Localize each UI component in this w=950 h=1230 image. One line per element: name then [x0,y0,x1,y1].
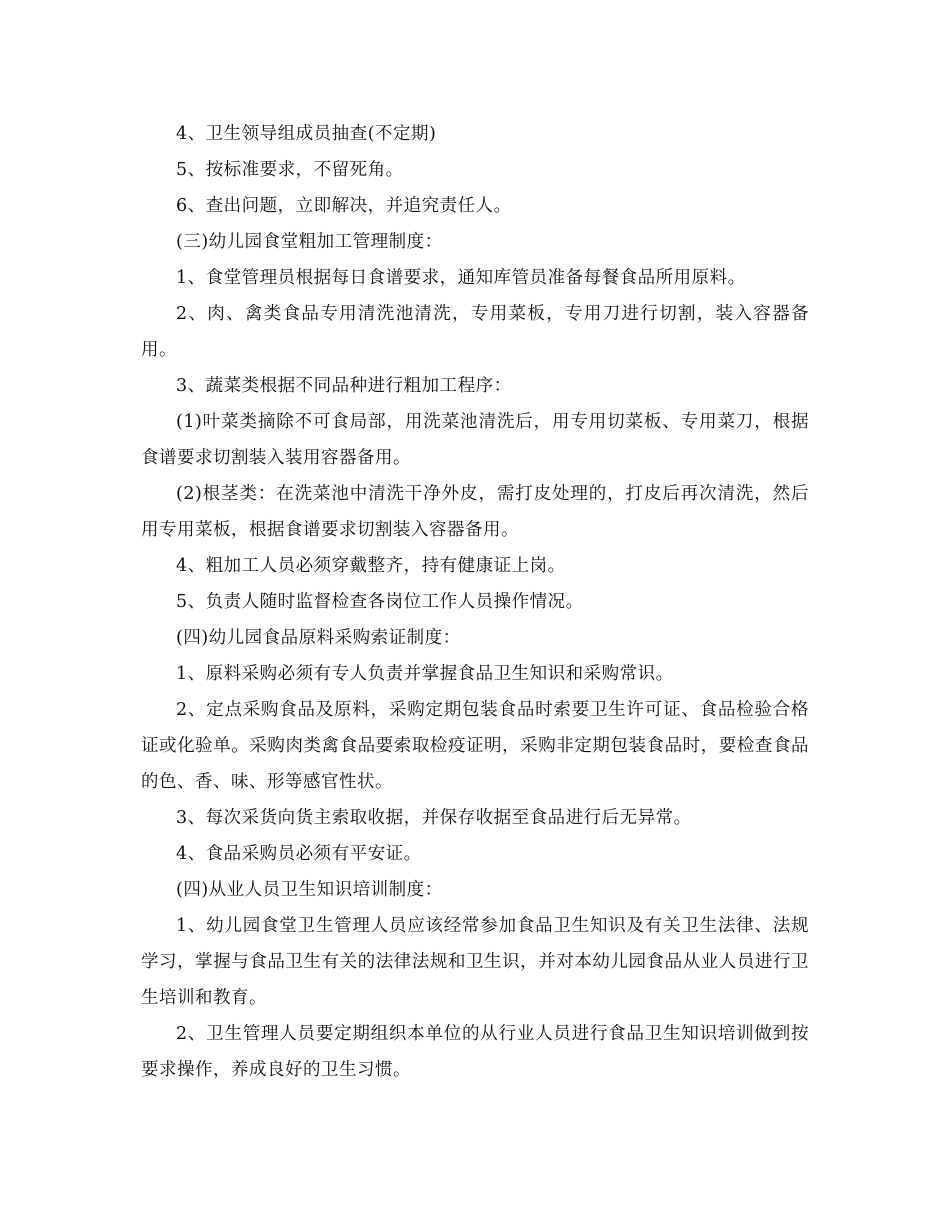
paragraph-10: 4、粗加工人员必须穿戴整齐，持有健康证上岗。 [176,556,566,576]
paragraph-11: 5、负责人随时监督检查各岗位工作人员操作情况。 [176,592,584,612]
paragraph-18: 1、幼儿园食堂卫生管理人员应该经常参加食品卫生知识及有关卫生法律、法规学习，掌握与食品卫生有关的法律法规和卫生识，并对本幼儿园食品从业人员进行卫生培训和教育。 [141,916,809,1008]
paragraph-15: 3、每次采货向货主索取收据，并保存收据至食品进行后无异常。 [176,808,692,828]
paragraph-8: (1)叶菜类摘除不可食局部，用洗菜池清洗后，用专用切菜板、专用菜刀，根据食谱要求切割装入装用容器备用。 [141,412,809,468]
paragraph-19: 2、卫生管理人员要定期组织本单位的从行业人员进行食品卫生知识培训做到按要求操作，养成良好的卫生习惯。 [141,1024,809,1080]
paragraph-13: 1、原料采购必须有专人负责并掌握食品卫生知识和采购常识。 [176,664,674,684]
section-heading-4: (四)幼儿园食品原料采购索证制度： [176,628,461,648]
paragraph-14: 2、定点采购食品及原料，采购定期包装食品时索要卫生许可证、食品检验合格证或化验单。采购肉类禽食品要索取检疫证明，采购非定期包装食品时，要检查食品的色、香、味、形等感官性状。 [141,700,809,792]
section-heading-4b: (四)从业人员卫生知识培训制度： [176,880,443,900]
document-body [141,116,809,1088]
paragraph-2: 5、按标准要求，不留死角。 [176,160,404,180]
paragraph-1: 4、卫生领导组成员抽查(不定期) [176,124,437,144]
paragraph-3: 6、查出问题，立即解决，并追究责任人。 [176,196,512,216]
paragraph-16: 4、食品采购员必须有平安证。 [176,844,422,864]
paragraph-6: 2、肉、禽类食品专用清洗池清洗，专用菜板，专用刀进行切割，装入容器备用。 [141,304,809,360]
paragraph-7: 3、蔬菜类根据不同品种进行粗加工程序： [176,376,512,396]
paragraph-5: 1、食堂管理员根据每日食谱要求，通知库管员准备每餐食品所用原料。 [176,268,746,288]
paragraph-9: (2)根茎类：在洗菜池中清洗干净外皮，需打皮处理的，打皮后再次清洗，然后用专用菜板，根据食谱要求切割装入容器备用。 [141,484,809,540]
section-heading-3: (三)幼儿园食堂粗加工管理制度： [176,232,443,252]
